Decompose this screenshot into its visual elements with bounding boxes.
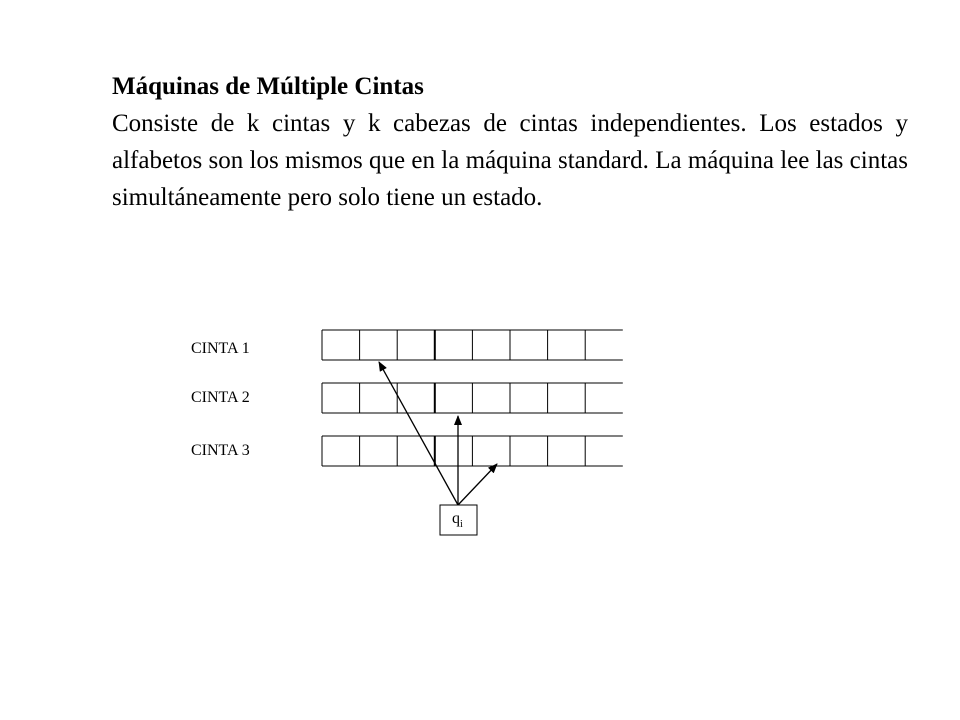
- tape-label-2: CINTA 2: [191, 389, 250, 406]
- tape-label-1: CINTA 1: [191, 340, 250, 357]
- head-arrow-tape-3: [458, 464, 497, 505]
- slide-body: Consiste de k cintas y k cabezas de cintas independientes. Los estados y alfabetos son los mismos que en la máquina standard. La máquina lee las cintas simultáneamente pero solo tiene un estado.: [112, 110, 908, 211]
- tape-1: [322, 330, 623, 360]
- tape-2: [322, 383, 623, 413]
- tape-3: [322, 436, 623, 466]
- state-symbol: q: [452, 510, 460, 527]
- slide-title: Máquinas de Múltiple Cintas: [112, 73, 424, 100]
- tape-label-3: CINTA 3: [191, 442, 250, 459]
- state-subscript: i: [460, 519, 463, 530]
